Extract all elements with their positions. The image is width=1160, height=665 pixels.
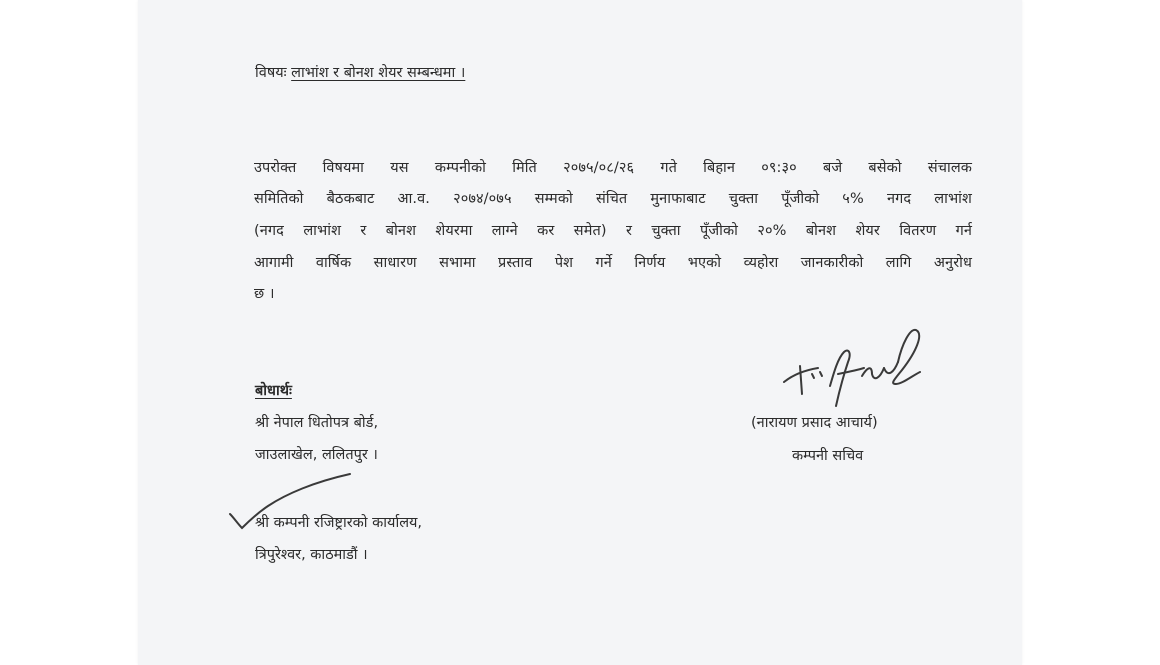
cc-label: बोधार्थः <box>255 383 292 399</box>
cc-recipient-address: जाउलाखेल, ललितपुर । <box>255 447 378 463</box>
body-line: आगामी वार्षिक साधारण सभामा प्रस्ताव पेश गर्ने निर्णय भएको व्यहोरा जानकारीको लागि अनुरोध <box>254 255 972 271</box>
cc-recipient-line: श्री नेपाल धितोपत्र बोर्ड, <box>255 415 379 431</box>
body-line: छ । <box>254 286 275 302</box>
cc-recipient-address: त्रिपुरेश्वर, काठमाडौं । <box>255 547 368 563</box>
cc-recipient-line: श्री कम्पनी रजिष्ट्रारको कार्यालय, <box>255 515 423 531</box>
signature <box>778 322 928 414</box>
body-line: उपरोक्त विषयमा यस कम्पनीको मिति २०७५/०८/२६ गते बिहान ०९:३० बजे बसेको संचालक <box>254 160 972 176</box>
signer-name: (नारायण प्रसाद आचार्य) <box>751 415 878 431</box>
checkmark-icon <box>226 470 356 532</box>
subject-text: लाभांश र बोनश शेयर सम्बन्धमा । <box>291 65 466 81</box>
subject-line <box>255 62 465 82</box>
subject-label: विषयः <box>255 65 287 81</box>
body-line: समितिको बैठकबाट आ.व. २०७४/०७५ सम्मको संचित मुनाफाबाट चुक्ता पूँजीको ५% नगद लाभांश <box>254 191 972 207</box>
body-line: (नगद लाभांश र बोनश शेयरमा लाग्ने कर समेत) र चुक्ता पूँजीको २०% बोनश शेयर वितरण गर्न <box>254 223 972 239</box>
signer-title: कम्पनी सचिव <box>792 448 864 464</box>
